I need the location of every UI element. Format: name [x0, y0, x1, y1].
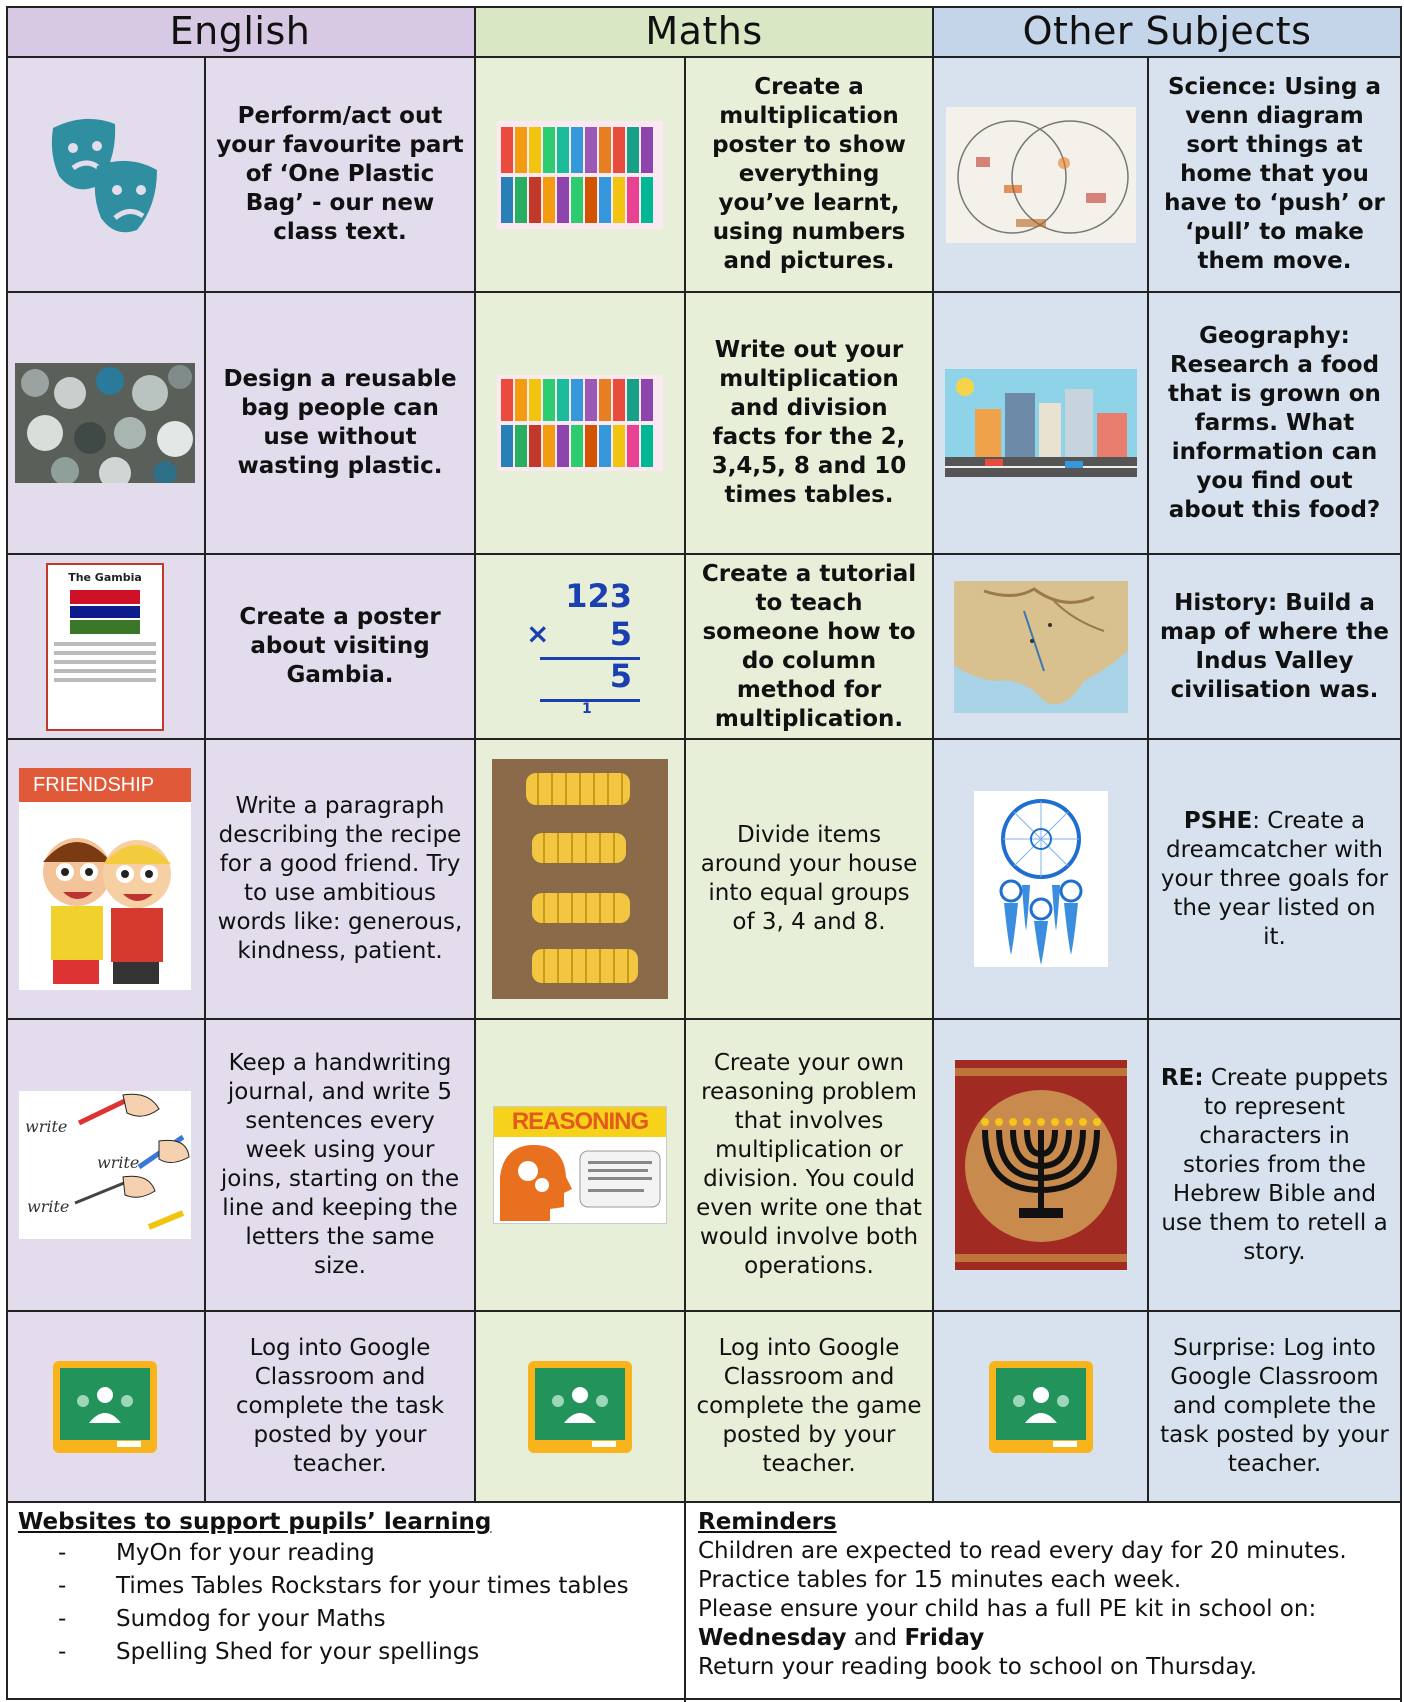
- english-task-1: Perform/act out your favourite part of ‘One Plastic Bag’ - our new class text.: [206, 58, 476, 293]
- maths-task-2: Write out your multiplication and division facts for the 2, 3,4,5, 8 and 10 times tables.: [686, 293, 934, 555]
- times-table-chart-icon: [497, 121, 663, 229]
- english-task-3: Create a poster about visiting Gambia.: [206, 555, 476, 740]
- google-classroom-icon: [528, 1361, 632, 1453]
- maths-task-1: Create a multiplication poster to show everything you’ve learnt, using numbers and pictures.: [686, 58, 934, 293]
- writing-hands-icon: [19, 1091, 191, 1239]
- gambia-poster: [46, 563, 164, 731]
- other-task-1: Science: Using a venn diagram sort things at home that you have to ‘push’ or ‘pull’ to make them move.: [1149, 58, 1402, 293]
- google-classroom-icon: [53, 1361, 157, 1453]
- pe-days-and: and: [846, 1625, 905, 1651]
- reasoning-title: REASONING: [494, 1107, 666, 1137]
- pshe-label: PSHE: [1183, 807, 1253, 834]
- write-word-1: write: [25, 1117, 68, 1136]
- plastic-waste-image: [6, 293, 206, 555]
- header-other-subjects: Other Subjects: [934, 6, 1402, 58]
- column-method-image: [476, 555, 686, 740]
- reminder-reading-book: Return your reading book to school on Thursday.: [698, 1654, 1258, 1680]
- gambia-poster-image: [6, 555, 206, 740]
- other-task-3: History: Build a map of where the Indus Valley civilisation was.: [1149, 555, 1402, 740]
- google-classroom-image-3: [934, 1312, 1149, 1503]
- reminders-title: Reminders: [698, 1509, 837, 1535]
- english-task-6: Log into Google Classroom and complete the task posted by your teacher.: [206, 1312, 476, 1503]
- times-table-poster-image-2: [476, 293, 686, 555]
- website-item: - MyOn for your reading: [58, 1540, 375, 1566]
- menorah-icon: [955, 1060, 1127, 1270]
- other-task-4: [1149, 740, 1402, 1020]
- pe-day-wednesday: Wednesday: [698, 1625, 847, 1651]
- websites-panel: [6, 1503, 686, 1702]
- google-classroom-image-2: [476, 1312, 686, 1503]
- maths-task-5: Create your own reasoning problem that involves multiplication or division. You could even write one that would involve both operations.: [686, 1020, 934, 1312]
- column-carry: 1: [582, 700, 592, 717]
- header-maths: Maths: [476, 6, 934, 58]
- english-task-5: Keep a handwriting journal, and write 5 sentences every week using your joins, starting on the line and keeping the letters the same size.: [206, 1020, 476, 1312]
- other-task-2: Geography: Research a food that is grown on farms. What information can you find out about this food?: [1149, 293, 1402, 555]
- reminder-tables: Practice tables for 15 minutes each week.: [698, 1567, 1182, 1593]
- other-task-6: Surprise: Log into Google Classroom and complete the task posted by your teacher.: [1149, 1312, 1402, 1503]
- two-boys-icon: [19, 802, 191, 990]
- maths-task-6: Log into Google Classroom and complete the game posted by your teacher.: [686, 1312, 934, 1503]
- reminder-pe-kit: Please ensure your child has a full PE kit in school on:: [698, 1596, 1317, 1622]
- dreamcatcher-image: [934, 740, 1149, 1020]
- website-item: - Spelling Shed for your spellings: [58, 1639, 480, 1665]
- other-task-5: [1149, 1020, 1402, 1312]
- header-english: English: [6, 6, 476, 58]
- indus-valley-map-icon: [954, 581, 1128, 713]
- websites-list: [18, 1537, 672, 1669]
- handwriting-image: [6, 1020, 206, 1312]
- column-method-sum: [520, 577, 640, 717]
- website-item: - Times Tables Rockstars for your times tables: [58, 1573, 629, 1599]
- pasta-groups-icon: [492, 759, 668, 999]
- pshe-text: : Create a dreamcatcher with your three goals for the year listed on it.: [1160, 807, 1389, 950]
- maths-task-3: Create a tutorial to teach someone how to do column method for multiplication.: [686, 555, 934, 740]
- write-word-2: write: [97, 1153, 140, 1172]
- times-table-chart-icon: [497, 375, 663, 471]
- reasoning-image: [476, 1020, 686, 1312]
- venn-diagram-icon: [946, 107, 1136, 243]
- google-classroom-icon: [989, 1361, 1093, 1453]
- gambia-poster-title: The Gambia: [68, 570, 142, 584]
- write-word-3: write: [27, 1197, 70, 1216]
- reasoning-poster: [493, 1106, 667, 1224]
- reminder-reading: Children are expected to read every day for 20 minutes.: [698, 1538, 1347, 1564]
- column-multiplier: 5: [609, 614, 632, 653]
- column-top-number: 123: [565, 576, 632, 615]
- gambia-flag-icon: [70, 590, 140, 634]
- city-street-icon: [945, 369, 1137, 477]
- google-classroom-image-1: [6, 1312, 206, 1503]
- pe-day-friday: Friday: [904, 1625, 985, 1651]
- website-item: - Sumdog for your Maths: [58, 1606, 386, 1632]
- venn-diagram-image: [934, 58, 1149, 293]
- menorah-image: [934, 1020, 1149, 1312]
- english-task-4: Write a paragraph describing the recipe for a good friend. Try to use ambitious words like: generous, kindness, patient.: [206, 740, 476, 1020]
- plastic-waste-icon: [15, 363, 195, 483]
- maths-task-4: Divide items around your house into equal groups of 3, 4 and 8.: [686, 740, 934, 1020]
- reminders-panel: [686, 1503, 1402, 1702]
- friendship-day-image: [6, 740, 206, 1020]
- friendship-card: [19, 768, 191, 990]
- english-task-2: Design a reusable bag people can use without wasting plastic.: [206, 293, 476, 555]
- column-result: 5: [609, 656, 632, 695]
- city-street-image: [934, 293, 1149, 555]
- indus-map-image: [934, 555, 1149, 740]
- reminder-pe-days: [698, 1624, 1388, 1653]
- handwriting-illustration: [19, 1091, 191, 1239]
- column-sign: ×: [526, 616, 550, 650]
- re-text: Create puppets to represent characters in stories from the Hebrew Bible and use them to retell a story.: [1161, 1064, 1389, 1265]
- times-table-poster-image: [476, 58, 686, 293]
- websites-title: Websites to support pupils’ learning: [18, 1509, 492, 1535]
- thinking-head-icon: [494, 1137, 666, 1223]
- dreamcatcher-icon: [974, 791, 1108, 967]
- pasta-groups-image: [476, 740, 686, 1020]
- theatre-masks-icon: [45, 110, 165, 240]
- theatre-masks-image: [6, 58, 206, 293]
- re-label: RE:: [1160, 1064, 1204, 1091]
- friendship-banner: FRIENDSHIP: [19, 768, 191, 802]
